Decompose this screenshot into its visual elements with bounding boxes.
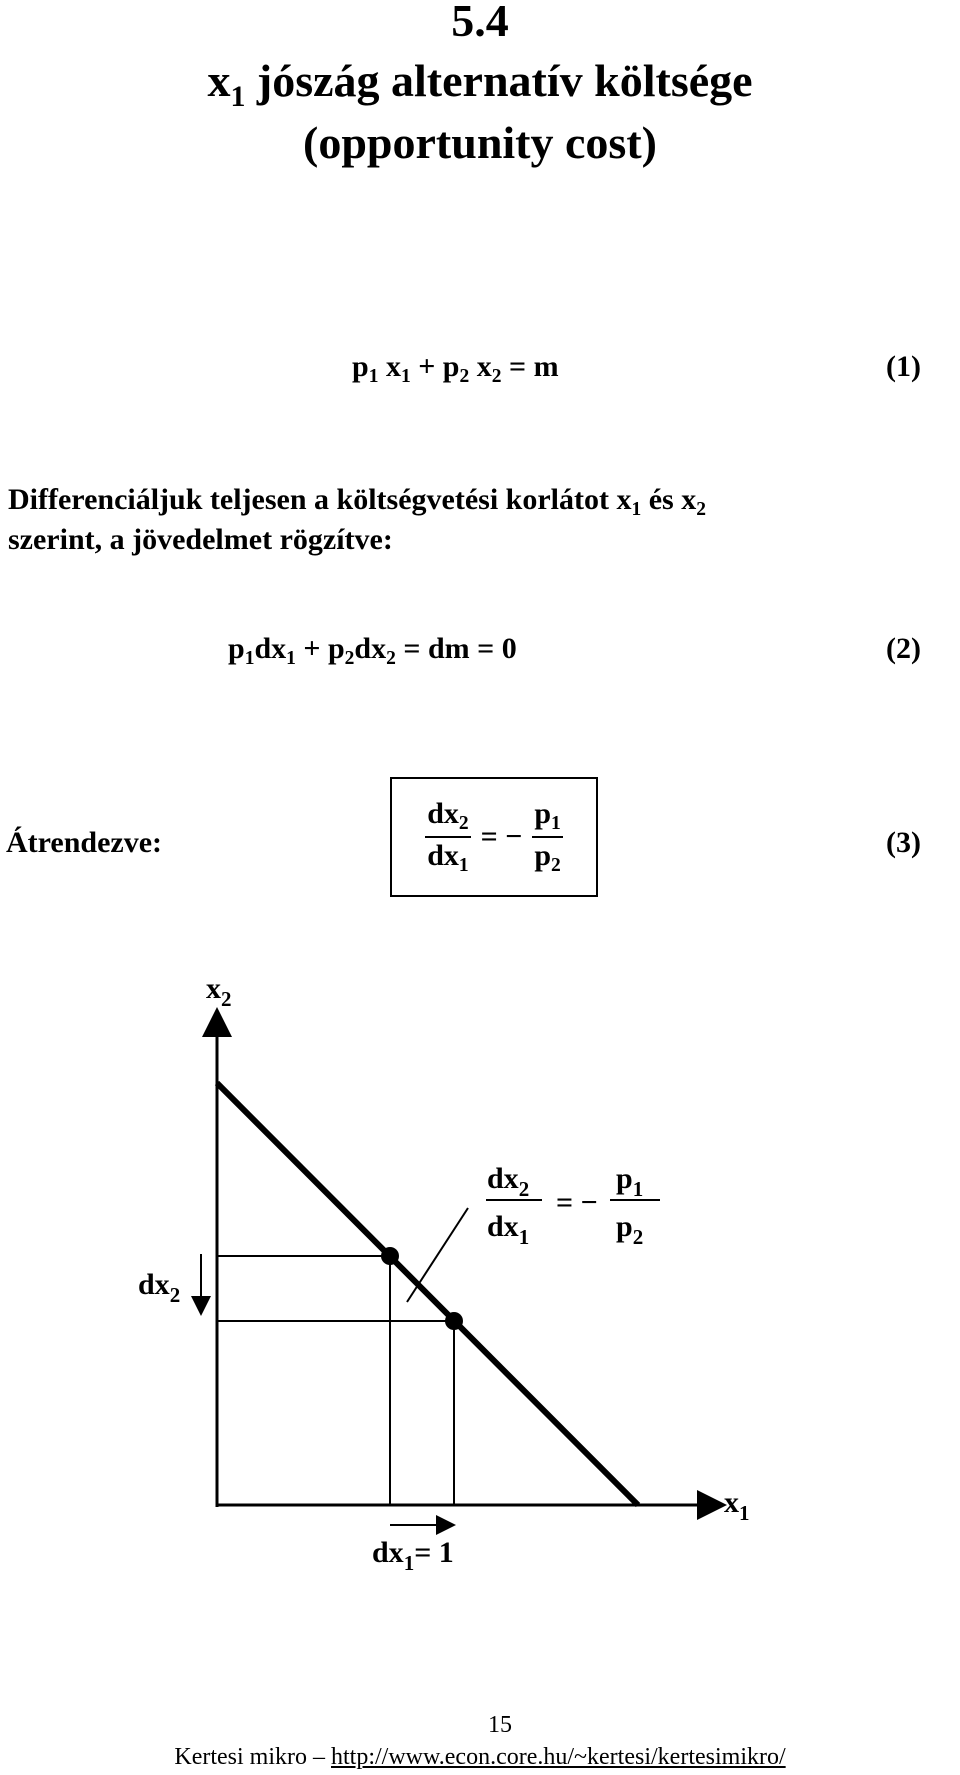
paragraph-line-2: szerint, a jövedelmet rögzítve: (8, 523, 393, 556)
frac-den-sub: 1 (458, 855, 469, 877)
eq2-p: p (327, 632, 345, 665)
paragraph-sub: 2 (696, 499, 706, 521)
annot-numerator-right: $p_1$ (616, 1162, 644, 1201)
eq1-sub: 1 (400, 366, 411, 388)
frac-num: dx (427, 797, 459, 830)
eq2-sub: 1 (244, 648, 255, 670)
eq2-tail: = dm = 0 (403, 632, 517, 665)
equation-1-number: (1) (886, 350, 921, 383)
equals-minus: = − (480, 820, 523, 853)
title-var-sub: 1 (230, 79, 246, 113)
eq1-x: x (476, 350, 492, 383)
frac-den: p (534, 839, 552, 872)
footer (0, 1744, 960, 1771)
eq2-plus: + (303, 632, 321, 665)
equation-2-number: (2) (886, 632, 921, 665)
paragraph-text: és x (641, 483, 697, 516)
title-var: x (207, 55, 231, 106)
equation-3-number: (3) (886, 826, 921, 859)
eq1-p: p (442, 350, 460, 383)
annot-equals-minus: = − (556, 1186, 598, 1219)
section-number: 5.4 (451, 0, 509, 46)
eq1-x: x (385, 350, 401, 383)
paragraph-sub: 1 (631, 499, 642, 521)
eq1-sub: 1 (368, 366, 379, 388)
eq2-sub: 1 (286, 648, 296, 670)
frac-den: dx (427, 839, 459, 872)
eq1-sub: 2 (459, 366, 470, 388)
point-b (445, 1312, 463, 1330)
eq2-sub: 2 (386, 648, 396, 670)
eq2-sub: 2 (344, 648, 355, 670)
y-axis-label: $x_2$ (206, 972, 232, 1011)
point-a (381, 1247, 399, 1265)
footer-link[interactable]: http://www.econ.core.hu/~kertesi/kertesimikro/ (331, 1744, 786, 1770)
page-subtitle: (opportunity cost) (303, 117, 657, 168)
annot-numerator-left: $dx_2$ (487, 1162, 530, 1201)
eq1-p: p (352, 350, 369, 383)
dx1-label: $dx_1= 1$ (372, 1536, 454, 1575)
annot-denominator-left: $dx_1$ (487, 1210, 530, 1249)
x-axis-label: $x_1$ (724, 1486, 750, 1525)
eq2-dx: dx (254, 632, 287, 665)
title-rest: jószág alternatív költsége (245, 55, 753, 106)
annotation-pointer (407, 1208, 468, 1302)
annot-denominator-right: $p_2$ (616, 1210, 644, 1249)
frac-den-sub: 2 (551, 855, 561, 877)
page-number: 15 (488, 1712, 512, 1738)
eq1-equals-m: = m (508, 350, 559, 383)
eq2-p: p (228, 632, 245, 665)
eq1-plus: + (418, 350, 436, 383)
frac-num: p (534, 797, 552, 830)
frac-num-sub: 2 (458, 813, 469, 835)
eq1-sub: 2 (491, 366, 502, 388)
budget-line (217, 1083, 638, 1505)
footer-text: Kertesi mikro – (174, 1744, 331, 1770)
dx2-label: $dx_2$ (138, 1268, 181, 1307)
paragraph-text: Differenciáljuk teljesen a költségvetési korlátot x (8, 483, 632, 516)
frac-num-sub: 1 (551, 813, 561, 835)
eq2-dx: dx (354, 632, 387, 665)
rearranged-label: Átrendezve: (6, 826, 163, 859)
